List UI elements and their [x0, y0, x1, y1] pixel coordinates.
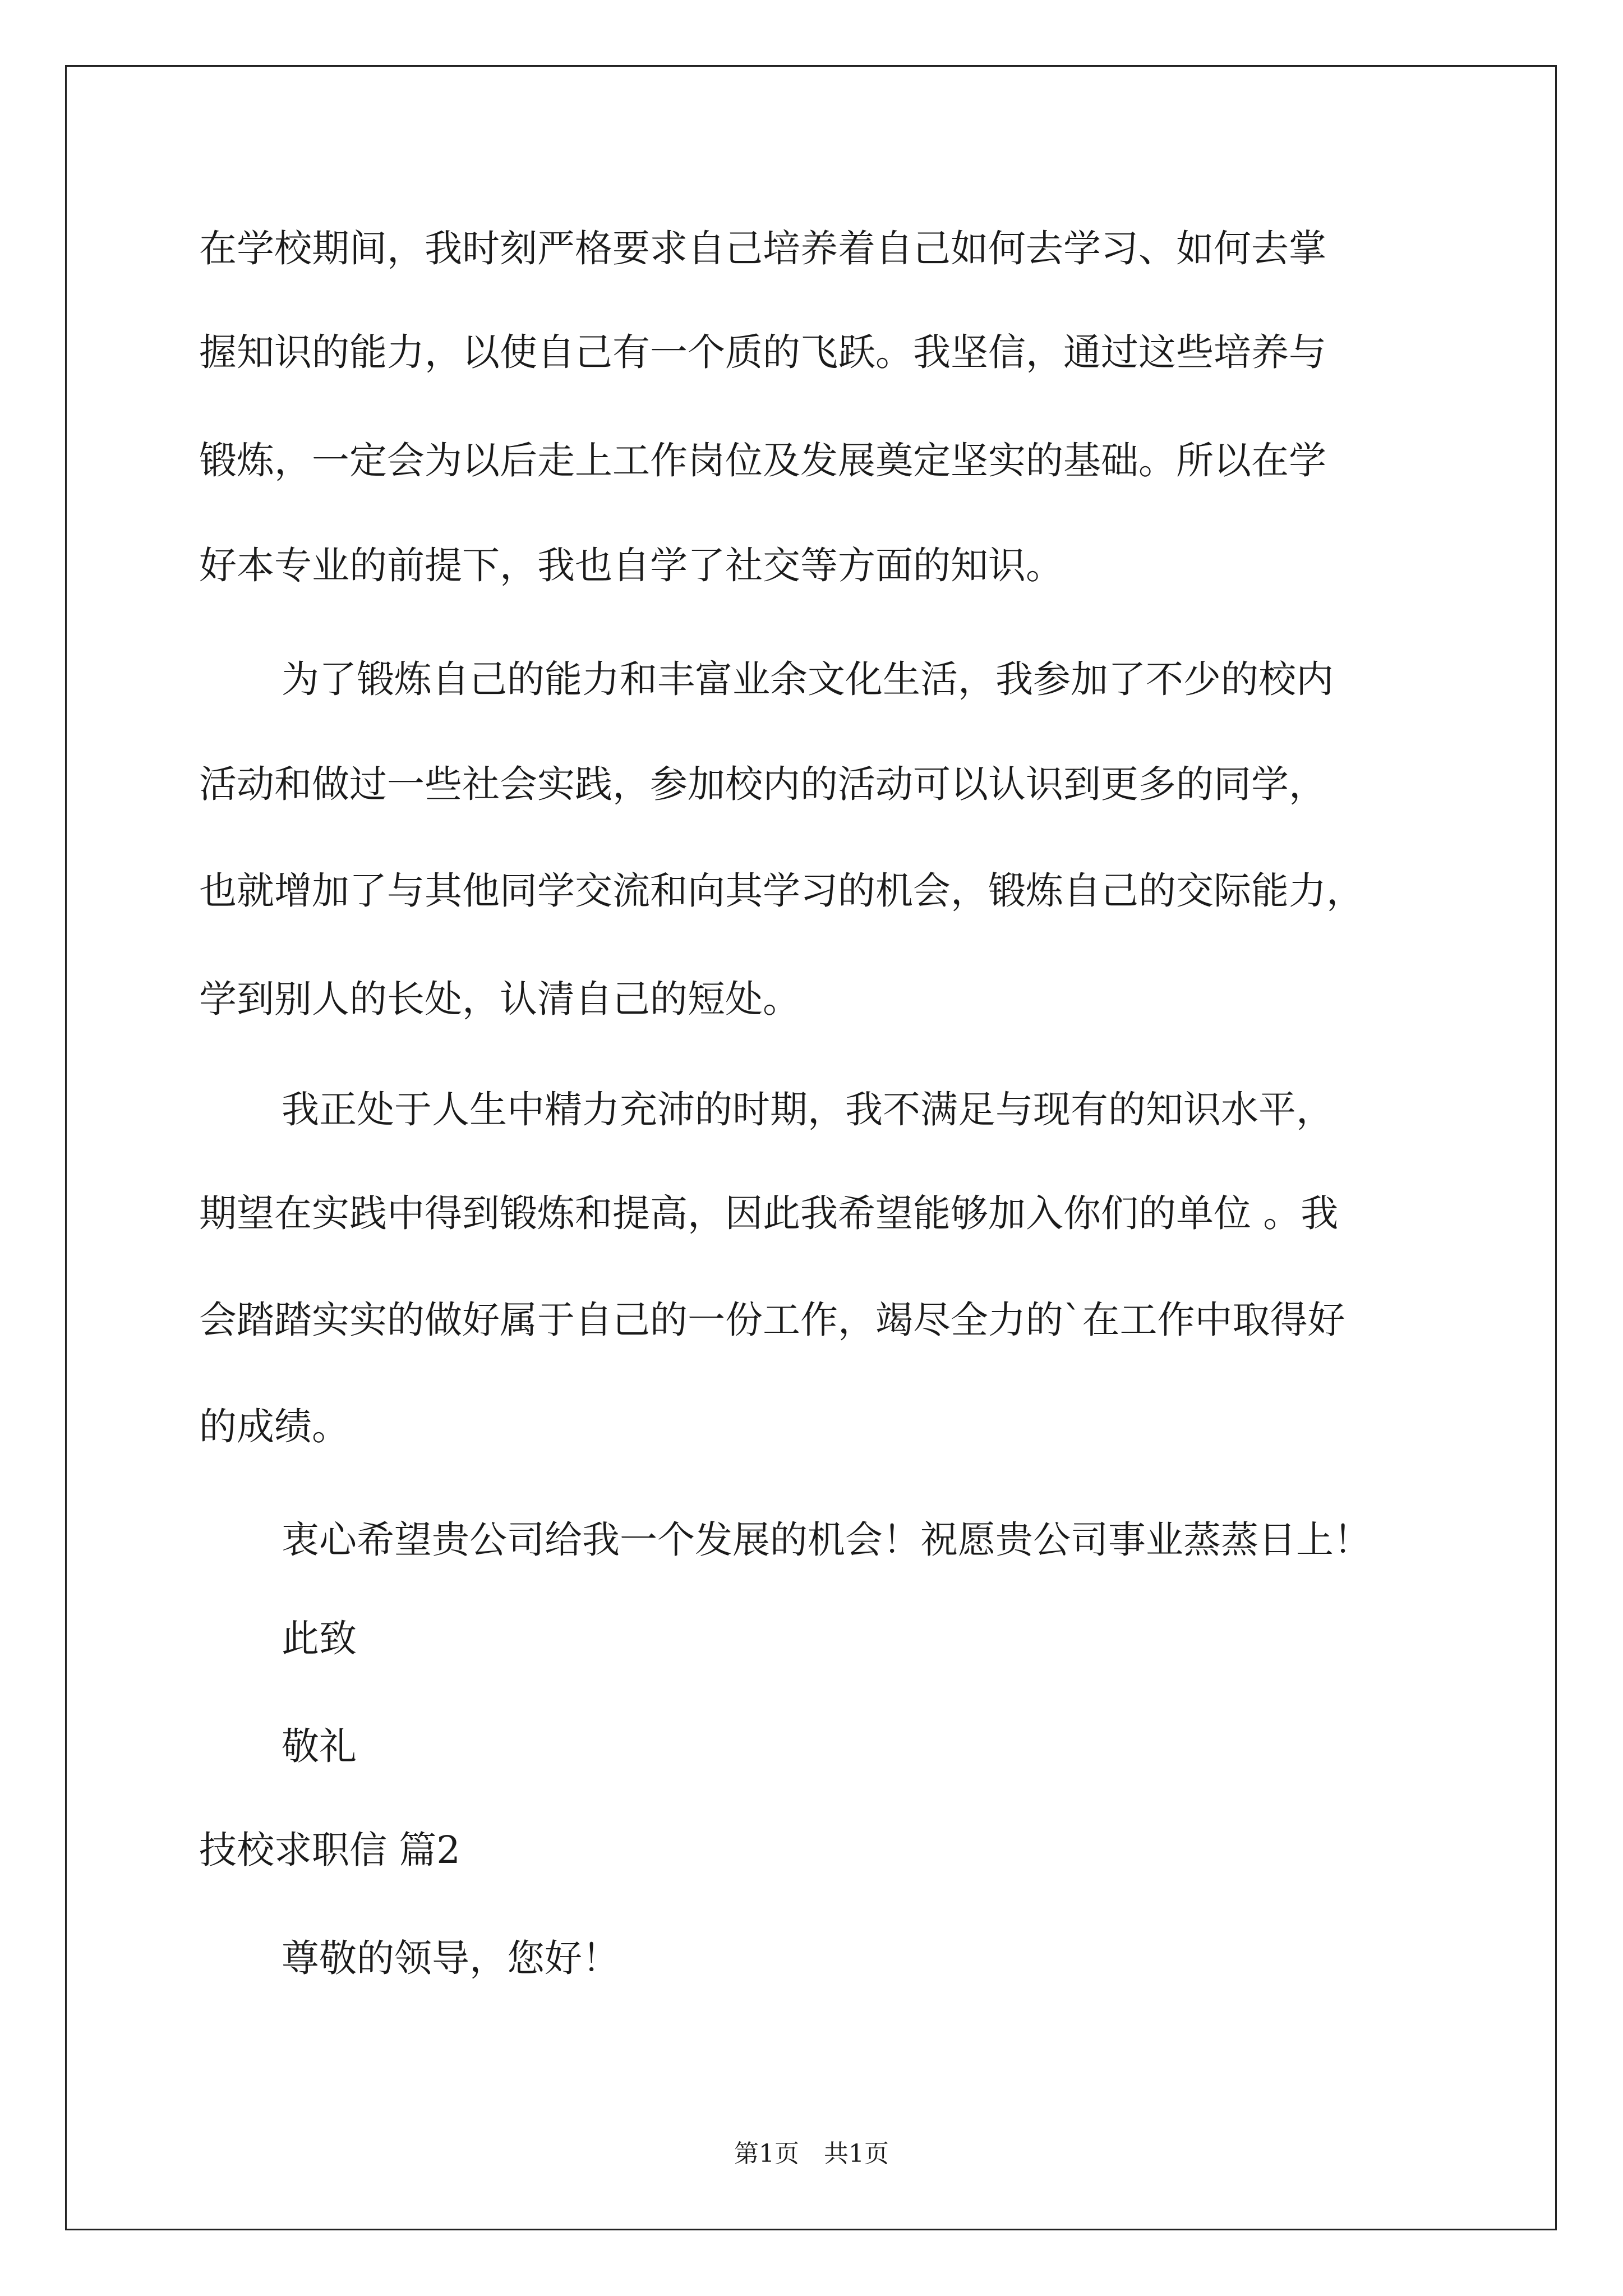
paragraph3-line3: 会踏踏实实的做好属于自己的一份工作，竭尽全力的`在工作中取得好 [199, 1298, 1345, 1342]
greeting: 尊敬的领导，您好！ [282, 1936, 620, 1980]
paragraph1-line4: 好本专业的前提下，我也自学了社交等方面的知识。 [199, 544, 1063, 587]
paragraph3-line1: 我正处于人生中精力充沛的时期，我不满足与现有的知识水平， [282, 1088, 1334, 1131]
paragraph2-line3: 也就增加了与其他同学交流和向其学习的机会，锻炼自己的交际能力， [199, 869, 1364, 913]
closing-wish: 衷心希望贵公司给我一个发展的机会！祝愿贵公司事业蒸蒸日上！ [282, 1518, 1371, 1562]
paragraph1-line1: 在学校期间，我时刻严格要求自己培养着自己如何去学习、如何去掌 [199, 227, 1326, 270]
salutation-ci-zhi: 此致 [282, 1617, 357, 1660]
page-footer: 第1页 共1页 [734, 2139, 889, 2168]
salutation-jing-li: 敬礼 [282, 1724, 357, 1768]
paragraph1-line2: 握知识的能力，以使自己有一个质的飞跃。我坚信，通过这些培养与 [199, 330, 1326, 374]
section-heading: 技校求职信 篇2 [199, 1828, 460, 1872]
paragraph3-line4: 的成绩。 [199, 1405, 349, 1448]
paragraph2-line2: 活动和做过一些社会实践，参加校内的活动可以认识到更多的同学， [199, 762, 1326, 806]
paragraph2-line1: 为了锻炼自己的能力和丰富业余文化生活，我参加了不少的校内 [282, 657, 1334, 701]
paragraph2-line4: 学到别人的长处，认清自己的短处。 [199, 977, 800, 1021]
paragraph3-line2: 期望在实践中得到锻炼和提高，因此我希望能够加入你们的单位 。我 [199, 1191, 1339, 1235]
page-border [65, 65, 1557, 2230]
paragraph1-line3: 锻炼，一定会为以后走上工作岗位及发展奠定坚实的基础。所以在学 [199, 439, 1326, 482]
